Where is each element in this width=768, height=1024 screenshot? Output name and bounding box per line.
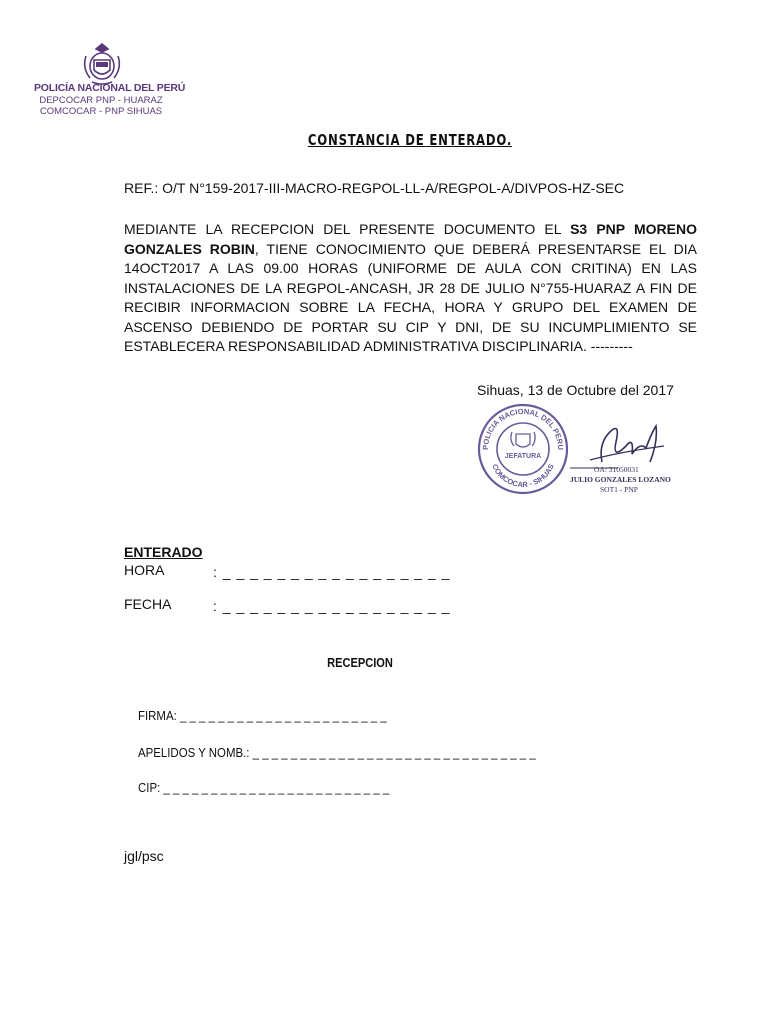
stamp-ring-bottom: COMCOCAR - SIHUAS <box>490 462 556 490</box>
signature-id: OA: 31050031 <box>594 465 639 474</box>
paragraph-part1: MEDIANTE LA RECEPCION DEL PRESENTE DOCUMENTO EL <box>124 221 571 237</box>
place-date: Sihuas, 13 de Octubre del 2017 <box>477 382 674 398</box>
fecha-label: FECHA <box>124 596 172 612</box>
apellidos-field[interactable]: APELIDOS Y NOMB.: _ _ _ _ _ _ _ _ _ _ _ _ _ _ _ _ _ _ _ _ _ _ _ _ _ _ _ _ _ _ <box>138 745 536 760</box>
officer-name: S3 PNP MORENO GONZALES ROBIN <box>124 221 697 257</box>
letterhead-institution: POLICÍA NACIONAL DEL PERÚ <box>34 82 186 94</box>
fecha-field[interactable]: : _ _ _ _ _ _ _ _ _ _ _ _ _ _ _ _ _ <box>213 598 451 614</box>
cip-field[interactable]: CIP: _ _ _ _ _ _ _ _ _ _ _ _ _ _ _ _ _ _ _ _ _ _ _ _ <box>138 780 390 795</box>
typist-initials: jgl/psc <box>124 848 164 864</box>
body-paragraph <box>124 220 697 357</box>
letterhead-department: DEPCOCAR PNP - HUARAZ <box>39 95 163 106</box>
stamp-center-label: JEFATURA <box>504 453 542 460</box>
svg-text:POLICIA NACIONAL DEL PERU <box>481 407 565 450</box>
document-title: CONSTANCIA DE ENTERADO. <box>307 131 513 149</box>
signature-rank: SOT1 - PNP <box>600 485 638 494</box>
svg-text:COMCOCAR - SIHUAS <box>490 463 556 490</box>
handwritten-signature <box>560 402 690 502</box>
hora-label: HORA <box>124 562 165 578</box>
recepcion-heading: RECEPCION <box>327 655 393 670</box>
signature-name: JULIO GONZALES LOZANO <box>570 475 671 484</box>
firma-field[interactable]: FIRMA: _ _ _ _ _ _ _ _ _ _ _ _ _ _ _ _ _ _ _ _ _ _ <box>138 708 387 723</box>
hora-field[interactable]: : _ _ _ _ _ _ _ _ _ _ _ _ _ _ _ _ _ <box>213 564 451 580</box>
paragraph-part2: , TIENE CONOCIMIENTO QUE DEBERÁ PRESENTARSE EL DIA 14OCT2017 A LAS 09.00 HORAS (UNIFORME DE AULA CON CRITINA) EN LAS INSTALACIONES DE LA REGPOL-ANCASH, JR 28 DE JULIO N°755-HUARAZ A FIN DE RECIBIR INFORMACION SOBRE LA FECHA, HORA Y GRUPO DEL EXAMEN DE ASCENSO DEBIENDO DE PORTAR SU CIP Y DNI, DE SU INCUMPLIMIENTO SE ESTABLECERA RESPONSABILIDAD ADMINISTRATIVA DISCIPLINARIA. --------- <box>124 240 697 354</box>
letterhead-unit: COMCOCAR - PNP SIHUAS <box>39 106 163 117</box>
official-stamp <box>476 402 570 496</box>
reference-line: REF.: O/T N°159-2017-III-MACRO-REGPOL-LL-A/REGPOL-A/DIVPOS-HZ-SEC <box>124 180 625 196</box>
stamp-ring-top: POLICIA NACIONAL DEL PERU <box>480 406 566 451</box>
police-crest-logo <box>78 40 126 86</box>
enterado-heading: ENTERADO <box>124 544 203 560</box>
